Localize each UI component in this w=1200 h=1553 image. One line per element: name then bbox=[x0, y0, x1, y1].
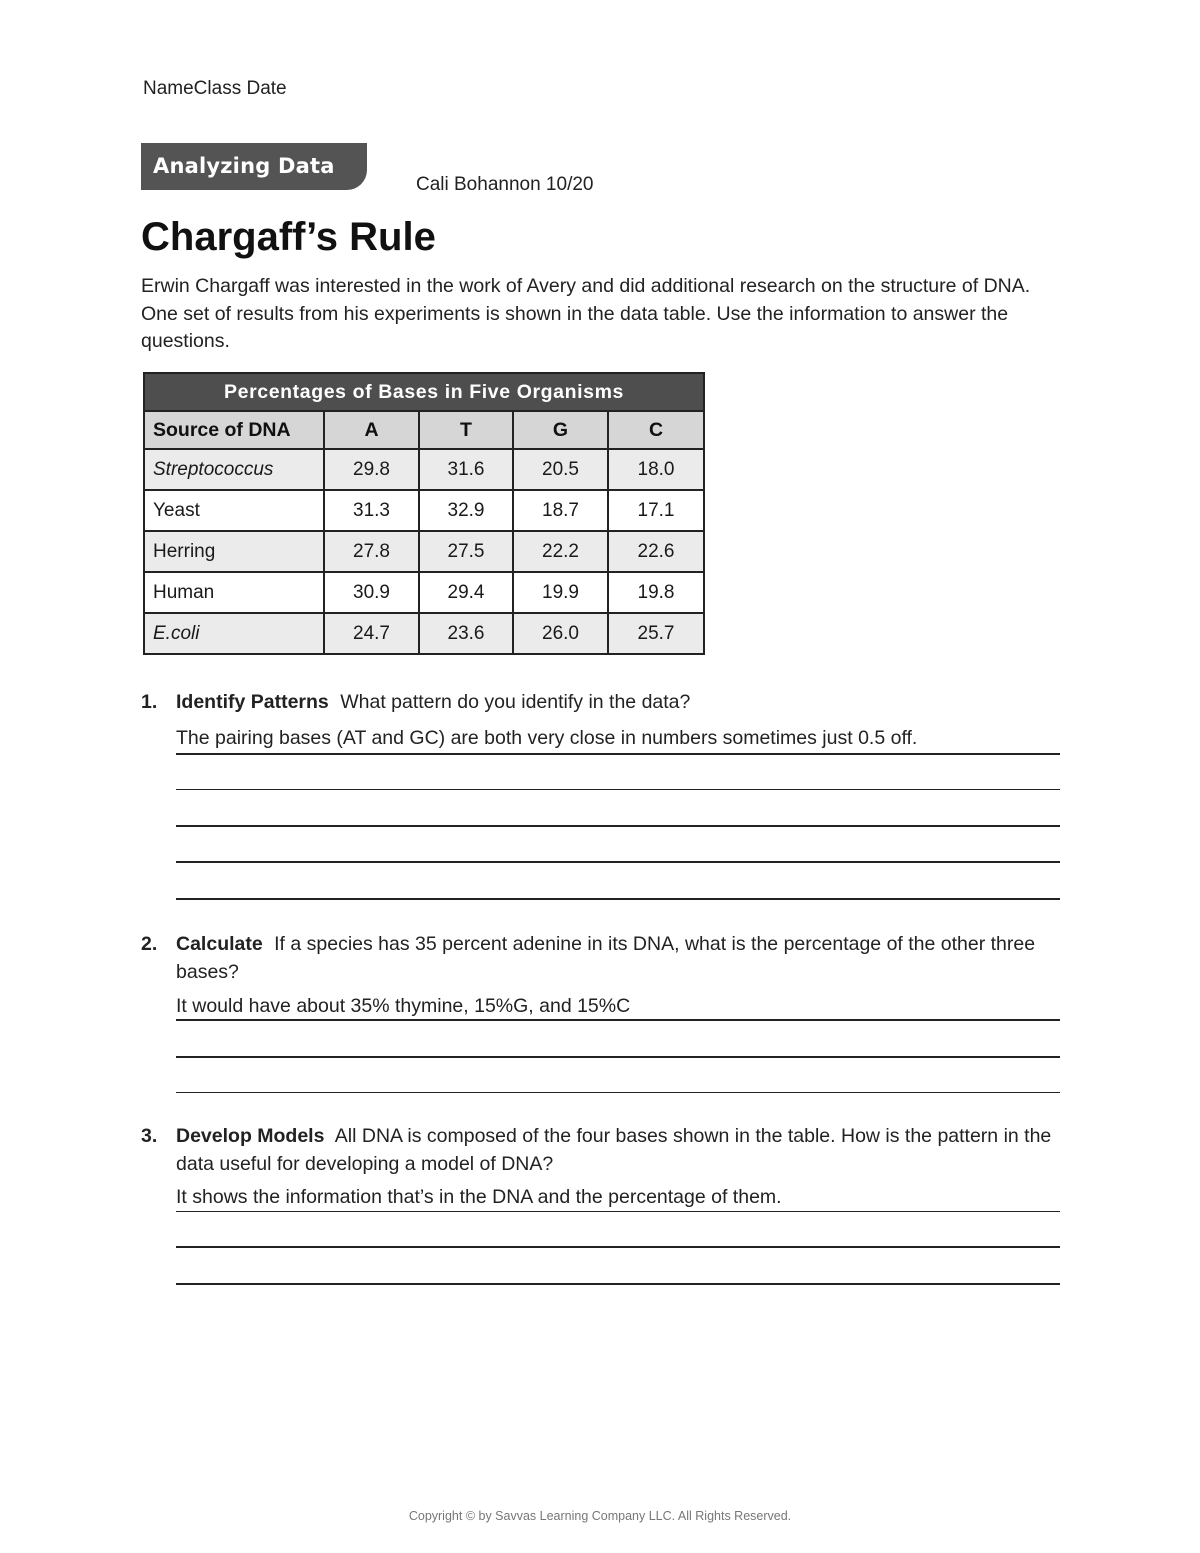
copyright-footer: Copyright © by Savvas Learning Company LLC. All Rights Reserved. bbox=[408, 1509, 792, 1523]
question-3 bbox=[141, 1123, 1061, 1178]
column-header-a: A bbox=[324, 411, 419, 449]
value-cell-t: 32.9 bbox=[419, 490, 513, 531]
value-cell-c: 17.1 bbox=[608, 490, 704, 531]
question-keyword: Develop Models bbox=[176, 1125, 325, 1147]
value-cell-g: 18.7 bbox=[513, 490, 608, 531]
question-prompt: If a species has 35 percent adenine in its DNA, what is the percentage of the other three bases? bbox=[176, 933, 1036, 983]
value-cell-a: 24.7 bbox=[324, 613, 419, 654]
value-cell-t: 23.6 bbox=[419, 613, 513, 654]
source-cell: Human bbox=[144, 572, 324, 613]
answer-line bbox=[176, 1283, 1060, 1285]
column-header-source: Source of DNA bbox=[144, 411, 324, 449]
column-header-g: G bbox=[513, 411, 608, 449]
table-row bbox=[144, 531, 704, 572]
analyzing-data-banner bbox=[141, 143, 367, 190]
answer-line bbox=[176, 1246, 1060, 1248]
source-cell: Yeast bbox=[144, 490, 324, 531]
question-prompt: All DNA is composed of the four bases shown in the table. How is the pattern in the data useful for developing a model of DNA? bbox=[176, 1125, 1052, 1175]
question-keyword: Identify Patterns bbox=[176, 691, 329, 713]
table-row bbox=[144, 613, 704, 654]
column-header-t: T bbox=[419, 411, 513, 449]
student-name-date: Cali Bohannon 10/20 bbox=[416, 174, 594, 195]
value-cell-g: 19.9 bbox=[513, 572, 608, 613]
question-number: 3. bbox=[141, 1125, 158, 1147]
bases-data-table bbox=[143, 372, 705, 655]
table-caption: Percentages of Bases in Five Organisms bbox=[144, 373, 704, 411]
value-cell-c: 19.8 bbox=[608, 572, 704, 613]
source-cell: Herring bbox=[144, 531, 324, 572]
table-header-row bbox=[144, 411, 704, 449]
table-row bbox=[144, 490, 704, 531]
answer-3-text[interactable]: It shows the information that’s in the DNA and the percentage of them. bbox=[176, 1186, 782, 1208]
answer-line bbox=[176, 898, 1060, 900]
answer-line bbox=[176, 1056, 1060, 1058]
value-cell-g: 20.5 bbox=[513, 449, 608, 490]
question-keyword: Calculate bbox=[176, 933, 263, 955]
answer-2-text[interactable]: It would have about 35% thymine, 15%G, and 15%C bbox=[176, 995, 631, 1017]
question-number: 1. bbox=[141, 691, 158, 713]
answer-line bbox=[176, 1019, 1060, 1021]
source-cell: E.coli bbox=[144, 613, 324, 654]
value-cell-t: 31.6 bbox=[419, 449, 513, 490]
value-cell-g: 22.2 bbox=[513, 531, 608, 572]
question-prompt: What pattern do you identify in the data? bbox=[340, 691, 691, 713]
value-cell-a: 31.3 bbox=[324, 490, 419, 531]
question-1 bbox=[141, 689, 1061, 717]
value-cell-c: 18.0 bbox=[608, 449, 704, 490]
page-title: Chargaff’s Rule bbox=[141, 215, 436, 259]
question-number: 2. bbox=[141, 933, 158, 955]
table-row bbox=[144, 572, 704, 613]
value-cell-a: 29.8 bbox=[324, 449, 419, 490]
banner-label: Analyzing Data bbox=[153, 154, 335, 178]
answer-line bbox=[176, 1211, 1060, 1212]
column-header-c: C bbox=[608, 411, 704, 449]
answer-1-text[interactable]: The pairing bases (AT and GC) are both very close in numbers sometimes just 0.5 off. bbox=[176, 727, 918, 749]
value-cell-a: 30.9 bbox=[324, 572, 419, 613]
name-class-date-header: NameClass Date bbox=[143, 78, 287, 99]
table-row bbox=[144, 449, 704, 490]
answer-line bbox=[176, 789, 1060, 790]
value-cell-c: 22.6 bbox=[608, 531, 704, 572]
question-2 bbox=[141, 931, 1061, 986]
value-cell-t: 27.5 bbox=[419, 531, 513, 572]
answer-line bbox=[176, 825, 1060, 827]
source-cell: Streptococcus bbox=[144, 449, 324, 490]
value-cell-a: 27.8 bbox=[324, 531, 419, 572]
intro-paragraph: Erwin Chargaff was interested in the work of Avery and did additional research on the structure of DNA. One set of results from his experiments is shown in the data table. Use the information to answer the questions. bbox=[141, 275, 1031, 352]
answer-line bbox=[176, 753, 1060, 755]
value-cell-t: 29.4 bbox=[419, 572, 513, 613]
value-cell-g: 26.0 bbox=[513, 613, 608, 654]
answer-line bbox=[176, 1092, 1060, 1093]
value-cell-c: 25.7 bbox=[608, 613, 704, 654]
answer-line bbox=[176, 861, 1060, 863]
